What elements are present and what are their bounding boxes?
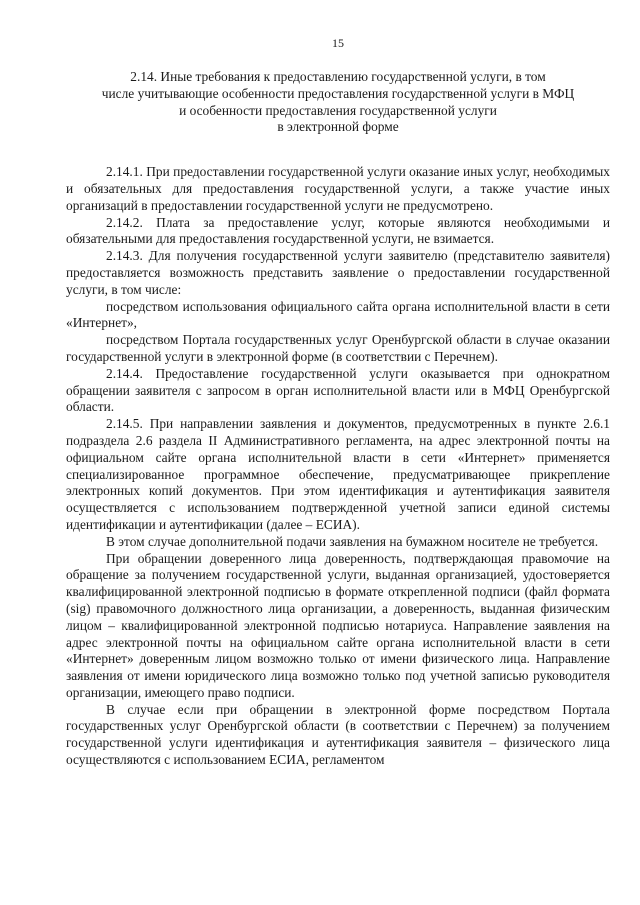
paragraph-2-14-2: 2.14.2. Плата за предоставление услуг, которые являются необходимыми и обязательными для предоставления государственной услуги, не взимается.	[66, 214, 610, 247]
paragraph-no-paper: В этом случае дополнительной подачи заявления на бумажном носителе не требуется.	[106, 533, 599, 549]
heading-line: числе учитывающие особенности предоставления государственной услуги в МФЦ	[101, 85, 575, 101]
section-heading	[66, 69, 610, 136]
heading-line: и особенности предоставления государственной услуги	[179, 102, 497, 118]
page-number: 15	[332, 36, 344, 50]
paragraph-2-14-4: 2.14.4. Предоставление государственной услуги оказывается при однократном обращении заявителя с запросом в орган исполнительной власти или в МФЦ Оренбургской области.	[66, 365, 610, 415]
heading-line: в электронной форме	[277, 119, 399, 135]
paragraph-trusted-person: При обращении доверенного лица доверенность, подтверждающая правомочие на обращение за получением государственной услуги, выданная организацией, удостоверяется квалифицированной электронной подписью в формате открепленной подписи (файл формата (sig) правомочного должностного лица организации, а доверенность, выданная физическим лицом – квалифицированной электронной подписью нотариуса. Направление заявления на адрес электронной почты на официальном сайте органа исполнительной власти в сети «Интернет» доверенным лицом возможно только от имени физического лица. Направление заявления от имени юридического лица возможно только под учетной записью руководителя организации, имеющего право подписи.	[66, 550, 610, 700]
paragraph-2-14-3: 2.14.3. Для получения государственной услуги заявителю (представителю заявителя) предоставляется возможность представить заявление о предоставлении государственной услуги, в том числе:	[66, 248, 610, 297]
heading-line: 2.14. Иные требования к предоставлению государственной услуги, в том	[130, 69, 546, 84]
paragraph-2-14-1: 2.14.1. При предоставлении государственной услуги оказание иных услуг, необходимых и обязательных для предоставления государственной услуги, а также участие иных организаций в предоставлении государственной услуги не предусмотрено.	[66, 164, 610, 213]
paragraph-2-14-5: 2.14.5. При направлении заявления и документов, предусмотренных в пункте 2.6.1 подраздела 2.6 раздела II Административного регламента, на адрес электронной почты на официальном сайте органа исполнительной власти в сети «Интернет» применяется специализированное программное обеспечение, предусматривающее прикрепление электронных копий документов. При этом идентификация и аутентификация заявителя осуществляется с использованием подтвержденной учетной записи единой системы идентификации и аутентификации (далее – ЕСИА).	[66, 416, 610, 532]
paragraph-portal: посредством Портала государственных услуг Оренбургской области в случае оказании государственной услуги в электронной форме (в соответствии с Перечнем).	[66, 332, 610, 364]
paragraph-esia-case: В случае если при обращении в электронной форме посредством Портала государственных услуг Оренбургской области (в соответствии с Перечнем) за получением государственной услуги идентификация и аутентификация заявителя – физического лица осуществляются с использованием ЕСИА, регламентом	[66, 701, 610, 768]
paragraph-official-site: посредством использования официального сайта органа исполнительной власти в сети «Интернет»,	[66, 298, 610, 331]
document-body	[66, 164, 610, 769]
